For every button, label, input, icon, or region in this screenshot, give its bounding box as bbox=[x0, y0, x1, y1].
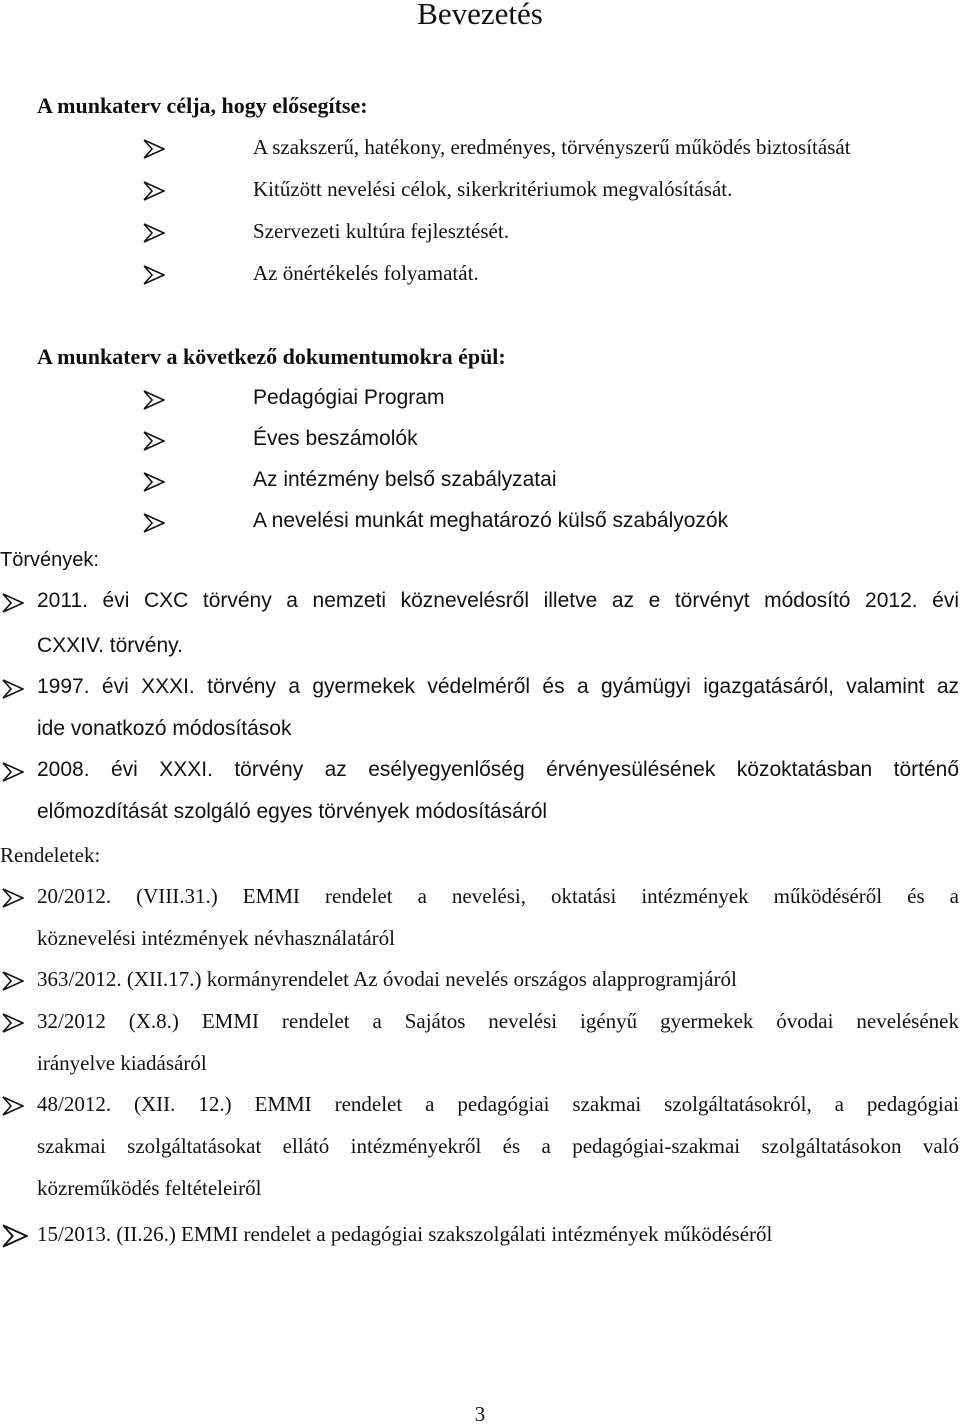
arrowhead-bullet-icon bbox=[2, 592, 24, 614]
law-item-line: ide vonatkozó módosítások bbox=[37, 717, 292, 740]
list-item: A nevelési munkát meghatározó külső szabályozók bbox=[253, 509, 729, 532]
arrowhead-bullet-icon bbox=[2, 761, 24, 783]
arrowhead-bullet-icon bbox=[2, 970, 24, 992]
arrowhead-bullet-icon bbox=[2, 1223, 28, 1249]
page-number: 3 bbox=[474, 1402, 486, 1426]
section-heading-documents: A munkaterv a következő dokumentumokra épül: bbox=[37, 344, 506, 369]
list-item: A szakszerű, hatékony, eredményes, törvényszerű működés biztosítását bbox=[253, 135, 851, 159]
arrowhead-bullet-icon bbox=[2, 1095, 24, 1117]
law-item-line: CXXIV. törvény. bbox=[37, 634, 183, 657]
list-item: Az intézmény belső szabályzatai bbox=[253, 468, 557, 491]
arrowhead-bullet-icon bbox=[2, 678, 24, 700]
decree-item-line: 20/2012. (VIII.31.) EMMI rendelet a nevelési, oktatási intézmények működéséről és a bbox=[37, 884, 959, 908]
decree-item-line: 363/2012. (XII.17.) kormányrendelet Az óvodai nevelés országos alapprogramjáról bbox=[37, 967, 737, 991]
decree-item-line: 48/2012. (XII. 12.) EMMI rendelet a pedagógiai szakmai szolgáltatásokról, a pedagógiai bbox=[37, 1092, 959, 1116]
section-heading-goals: A munkaterv célja, hogy elősegítse: bbox=[37, 93, 368, 118]
arrowhead-bullet-icon bbox=[143, 471, 165, 493]
decree-item-line: 32/2012 (X.8.) EMMI rendelet a Sajátos nevelési igényű gyermekek óvodai nevelésének bbox=[37, 1009, 959, 1033]
decree-item-line: 15/2013. (II.26.) EMMI rendelet a pedagógiai szakszolgálati intézmények működéséről bbox=[37, 1222, 773, 1246]
laws-label: Törvények: bbox=[0, 549, 99, 571]
list-item: Szervezeti kultúra fejlesztését. bbox=[253, 219, 509, 243]
decree-item-line: irányelve kiadásáról bbox=[37, 1051, 207, 1075]
decree-item-line: köznevelési intézmények névhasználatáról bbox=[37, 926, 396, 950]
decrees-label: Rendeletek: bbox=[0, 843, 101, 867]
decree-item-line: közreműködés feltételeiről bbox=[37, 1176, 262, 1200]
law-item-line: 1997. évi XXXI. törvény a gyermekek védelméről és a gyámügyi igazgatásáról, valamint az bbox=[37, 675, 959, 698]
arrowhead-bullet-icon bbox=[143, 222, 165, 244]
list-item: Éves beszámolók bbox=[253, 427, 418, 450]
arrowhead-bullet-icon bbox=[143, 512, 165, 534]
list-item: Az önértékelés folyamatát. bbox=[253, 261, 479, 285]
page-title: Bevezetés bbox=[417, 0, 543, 31]
list-item: Pedagógiai Program bbox=[253, 386, 445, 409]
arrowhead-bullet-icon bbox=[143, 389, 165, 411]
decree-item-line: szakmai szolgáltatásokat ellátó intézményekről és a pedagógiai-szakmai szolgáltatásokon való bbox=[37, 1134, 959, 1158]
law-item-line: előmozdítását szolgáló egyes törvények módosításáról bbox=[37, 800, 548, 823]
list-item: Kitűzött nevelési célok, sikerkritériumok megvalósítását. bbox=[253, 177, 733, 201]
arrowhead-bullet-icon bbox=[143, 180, 165, 202]
arrowhead-bullet-icon bbox=[2, 1012, 24, 1034]
arrowhead-bullet-icon bbox=[143, 430, 165, 452]
law-item-line: 2008. évi XXXI. törvény az esélyegyenlőség érvényesülésének közoktatásban történő bbox=[37, 758, 959, 781]
law-item-line: 2011. évi CXC törvény a nemzeti köznevelésről illetve az e törvényt módosító 2012. évi bbox=[37, 589, 959, 612]
arrowhead-bullet-icon bbox=[143, 138, 165, 160]
arrowhead-bullet-icon bbox=[2, 887, 24, 909]
arrowhead-bullet-icon bbox=[143, 264, 165, 286]
